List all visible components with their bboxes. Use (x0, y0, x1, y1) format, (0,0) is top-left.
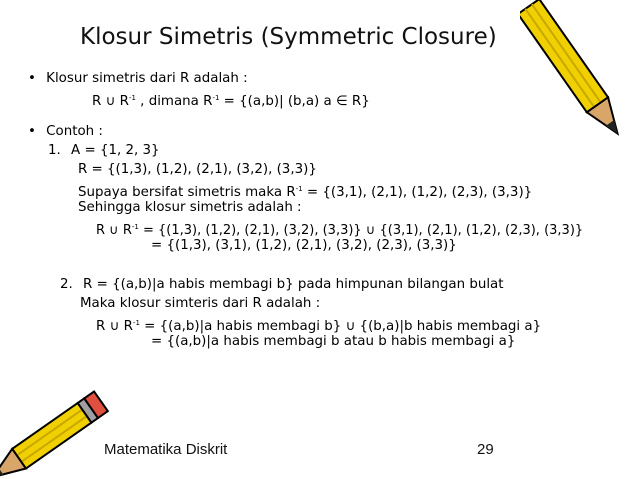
definition-formula: R ∪ $R^{-1}$ , dimana $R^{-1} = \{(a,b)|$ (b,a) a ∈ R} (92, 94, 370, 109)
example-line: = {(1,3), (3,1), (1,2), (2,1), (3,2), (2,3), (3,3)} (151, 238, 457, 253)
bullet-marker: • (28, 124, 36, 139)
pencil-bottom-left-icon (0, 380, 120, 479)
example-line: R ∪ $R^{-1} = \{(a,b)|a$ habis membagi b} ∪ {(b,a)|b habis membagi a} (96, 319, 542, 334)
bullet-text: Klosur simetris dari R adalah : (46, 71, 248, 86)
example-line: Maka klosur simteris dari R adalah : (80, 296, 321, 311)
example-line: R ∪ $R^{-1} = \{(1,3)$, (1,2), (2,1), (3,2), (3,3)} ∪ {(3,1), (2,1), (1,2), (2,3), (3,3)} (96, 223, 584, 238)
example-line: A = {1, 2, 3} (71, 143, 160, 158)
example-line: = {(a,b)|a habis membagi b atau b habis membagi a} (151, 334, 516, 349)
example-line: Supaya bersifat simetris maka $R^{-1} = \{(3,1)$, (2,1), (1,2), (2,3), (3,3)} (78, 185, 533, 200)
example-number: 1. (48, 143, 61, 158)
example-line: Sehingga klosur simetris adalah : (78, 200, 302, 215)
example-line: R = {(1,3), (1,2), (2,1), (3,2), (3,3)} (78, 162, 317, 177)
pencil-top-right-icon (520, 0, 638, 150)
footer-title: Matematika Diskrit (104, 441, 228, 458)
bullet-text: Contoh : (46, 124, 103, 139)
example-line: R = {(a,b)|a habis membagi b} pada himpunan bilangan bulat (83, 277, 504, 292)
example-number: 2. (60, 277, 73, 292)
bullet-marker: • (28, 71, 36, 86)
slide-title: Klosur Simetris (Symmetric Closure) (80, 24, 497, 50)
page-number: 29 (477, 441, 494, 458)
